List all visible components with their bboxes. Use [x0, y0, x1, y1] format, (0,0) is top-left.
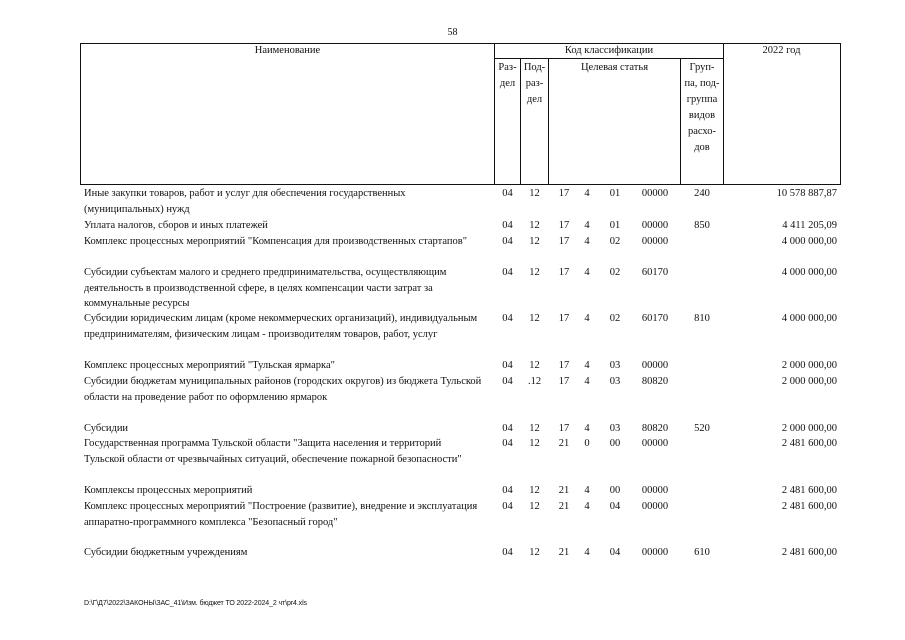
row-podrazdel: 12 — [529, 220, 540, 231]
row-name: Комплекс процессных мероприятий "Тульская ярмарка" — [84, 360, 335, 371]
row-name: Субсидии — [84, 423, 129, 434]
row-target-2: 4 — [584, 423, 590, 434]
row-name: Субсидии юридическим лицам (кроме некоммерческих организаций), индивидуальным предпринимателям, физическим лицам - производителям товаров, работ, услуг — [84, 313, 478, 340]
row-podrazdel: 12 — [529, 485, 540, 496]
header-frame — [80, 43, 841, 185]
file-path-footer: D:\Г\Д7\2022\ЗАКОНЫ\ЗАС_41\Изм. бюджет ТО 2022-2024_2 чт\pr4.xls — [84, 600, 307, 607]
row-amount: 2 481 600,00 — [781, 438, 837, 449]
row-target-4: 80820 — [641, 376, 669, 387]
row-amount: 4 000 000,00 — [781, 236, 837, 247]
row-amount: 2 000 000,00 — [781, 360, 837, 371]
row-target-2: 4 — [584, 313, 590, 324]
row-name: Субсидии бюджетам муниципальных районов (городских округов) из бюджета Тульской области на проведение работ по оформлению ярмарок — [84, 376, 482, 403]
row-target-3: 04 — [609, 547, 621, 558]
row-podrazdel: 12 — [529, 313, 540, 324]
row-target-1: 17 — [558, 423, 570, 434]
header-name: Наименование — [254, 45, 321, 56]
header-group: Груп- па, под- группа видов расхо- дов — [684, 62, 720, 153]
row-podrazdel: 12 — [529, 360, 540, 371]
row-target-4: 60170 — [641, 267, 669, 278]
row-target-3: 02 — [609, 267, 621, 278]
row-razdel: 04 — [502, 547, 513, 558]
row-target-4: 00000 — [641, 438, 669, 449]
row-target-1: 21 — [558, 485, 570, 496]
row-razdel: 04 — [502, 360, 513, 371]
row-target-4: 00000 — [641, 360, 669, 371]
row-target-3: 00 — [609, 438, 621, 449]
row-podrazdel: .12 — [527, 376, 542, 387]
row-group: 520 — [694, 423, 710, 434]
row-razdel: 04 — [502, 485, 513, 496]
row-target-4: 80820 — [641, 423, 669, 434]
row-target-1: 21 — [558, 501, 570, 512]
row-razdel: 04 — [502, 220, 513, 231]
row-razdel: 04 — [502, 188, 513, 199]
row-amount: 2 481 600,00 — [781, 485, 837, 496]
row-target-3: 03 — [609, 360, 621, 371]
row-target-2: 4 — [584, 376, 590, 387]
row-target-4: 00000 — [641, 220, 669, 231]
row-target-4: 00000 — [641, 188, 669, 199]
row-podrazdel: 12 — [529, 267, 540, 278]
row-target-4: 00000 — [641, 501, 669, 512]
row-amount: 4 000 000,00 — [781, 313, 837, 324]
row-amount: 2 481 600,00 — [781, 501, 837, 512]
row-target-1: 17 — [558, 267, 570, 278]
row-name: Уплата налогов, сборов и иных платежей — [84, 220, 268, 231]
row-razdel: 04 — [502, 236, 513, 247]
row-amount: 2 000 000,00 — [781, 376, 837, 387]
row-razdel: 04 — [502, 376, 513, 387]
row-target-1: 17 — [558, 188, 570, 199]
row-target-1: 17 — [558, 360, 570, 371]
row-target-3: 03 — [609, 376, 621, 387]
row-target-3: 00 — [609, 485, 621, 496]
row-target-2: 4 — [584, 220, 590, 231]
header-year: 2022 год — [762, 45, 801, 56]
row-target-3: 04 — [609, 501, 621, 512]
row-amount: 4 000 000,00 — [781, 267, 837, 278]
row-target-1: 17 — [558, 313, 570, 324]
row-name: Иные закупки товаров, работ и услуг для обеспечения государственных (муниципальных) нужд — [84, 188, 406, 215]
row-target-2: 4 — [584, 501, 590, 512]
row-target-3: 02 — [609, 313, 621, 324]
row-target-1: 17 — [558, 236, 570, 247]
row-amount: 4 411 205,09 — [782, 220, 837, 231]
row-target-1: 21 — [558, 438, 570, 449]
header-razdel: Раз- дел — [498, 62, 517, 89]
row-group: 810 — [694, 313, 710, 324]
row-target-2: 4 — [584, 360, 590, 371]
row-podrazdel: 12 — [529, 423, 540, 434]
header-target: Целевая статья — [580, 62, 649, 73]
row-podrazdel: 12 — [529, 438, 540, 449]
row-podrazdel: 12 — [529, 236, 540, 247]
row-name: Комплекс процессных мероприятий "Построение (развитие), внедрение и эксплуатация аппаратно-программного комплекса "Безопасный город" — [84, 501, 478, 528]
row-razdel: 04 — [502, 423, 513, 434]
row-razdel: 04 — [502, 267, 513, 278]
row-target-1: 17 — [558, 376, 570, 387]
row-target-2: 4 — [584, 188, 590, 199]
header-classification: Код классификации — [564, 45, 654, 56]
row-target-2: 4 — [584, 547, 590, 558]
row-podrazdel: 12 — [529, 547, 540, 558]
row-target-1: 17 — [558, 220, 570, 231]
row-target-2: 0 — [584, 438, 590, 449]
page-number: 58 — [447, 27, 458, 38]
row-razdel: 04 — [502, 438, 513, 449]
row-amount: 2 481 600,00 — [781, 547, 837, 558]
row-target-4: 00000 — [641, 485, 669, 496]
row-amount: 10 578 887,87 — [776, 188, 837, 199]
row-razdel: 04 — [502, 313, 513, 324]
row-target-2: 4 — [584, 267, 590, 278]
row-target-2: 4 — [584, 485, 590, 496]
header-podrazdel: Под- раз- дел — [523, 62, 546, 105]
row-target-3: 03 — [609, 423, 621, 434]
row-amount: 2 000 000,00 — [781, 423, 837, 434]
row-group: 850 — [694, 220, 710, 231]
header-divider-pr — [548, 58, 549, 184]
row-target-4: 00000 — [641, 547, 669, 558]
row-target-3: 01 — [609, 188, 621, 199]
row-target-4: 60170 — [641, 313, 669, 324]
row-name: Государственная программа Тульской области "Защита населения и территорий Тульской области от чрезвычайных ситуаций, обеспечение пожарной безопасности" — [84, 438, 462, 465]
row-name: Субсидии бюджетным учреждениям — [84, 547, 248, 558]
row-target-3: 02 — [609, 236, 621, 247]
row-name: Комплексы процессных мероприятий — [84, 485, 253, 496]
row-razdel: 04 — [502, 501, 513, 512]
row-podrazdel: 12 — [529, 188, 540, 199]
row-target-3: 01 — [609, 220, 621, 231]
row-target-1: 21 — [558, 547, 570, 558]
row-group: 610 — [694, 547, 710, 558]
row-name: Субсидии субъектам малого и среднего предпринимательства, осуществляющим деятельность в производственной сфере, в целях компенсации части затрат за коммунальные ресурсы — [84, 267, 447, 309]
row-target-2: 4 — [584, 236, 590, 247]
row-name: Комплекс процессных мероприятий "Компенсация для производственных стартапов" — [84, 236, 467, 247]
row-target-4: 00000 — [641, 236, 669, 247]
row-podrazdel: 12 — [529, 501, 540, 512]
header-divider-year — [723, 43, 724, 184]
row-group: 240 — [694, 188, 710, 199]
